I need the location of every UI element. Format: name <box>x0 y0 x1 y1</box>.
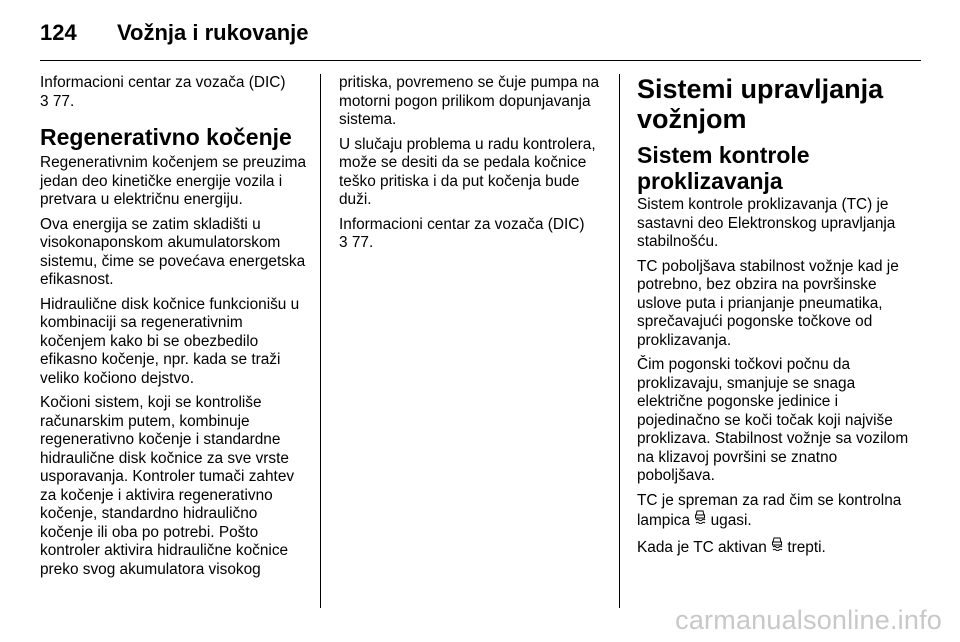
watermark[interactable]: carmanualsonline.info <box>675 605 942 635</box>
paragraph: TC poboljšava stabilnost vožnje kad je potrebno, bez obzira na površinske uslove puta i prianjanje pneumatika, sprečavajući pogonske točkove od proklizavanja. <box>637 257 899 349</box>
section-heading-driving-control-systems: Sistemi upravljanja vožnjom <box>637 74 884 134</box>
paragraph: Sistem kontrole proklizavanja (TC) je sastavni deo Elektronskog upravljanja stabilnošću. <box>637 196 896 250</box>
paragraph: Hidraulične disk kočnice funkcionišu u kombinaciji sa regenerativnim kočenjem kako bi se obezbedilo efikasno kočenje, npr. kada se traži veliko kočiono dejstvo. <box>40 295 300 387</box>
paragraph: Ova energija se zatim skladišti u visokonaponskom akumulatorskom sistemu, čime se povećava energetska efikasnost. <box>40 215 306 288</box>
column-right <box>637 74 917 563</box>
text-run: TC je spreman za rad čim se kontrolna lampica <box>637 491 902 529</box>
reference-page[interactable]: 77. <box>351 234 374 251</box>
paragraph: Čim pogonski točkovi počnu da proklizavaju, smanjuje se snaga električne pogonske jedinice i pojedinačno se koči točak koji najviše proklizava. Stabilnost vožnje sa vozilom na klizavoj površini se znatno poboljšava. <box>637 356 909 484</box>
paragraph <box>637 537 917 558</box>
paragraph: U slučaju problema u radu kontrolera, može se desiti da se pedala kočnice teško pritiska i da put kočenja bude duži. <box>339 135 596 208</box>
traction-control-lamp-icon <box>771 537 783 557</box>
paragraph: Kočioni sistem, koji se kontroliše računarskim putem, kombinuje regenerativno kočenje i standardne hidraulične disk kočnice za sve vrste usporavanja. Kontroler tumači zahtev za kočenje i aktivira regenerativno kočenje, standardno hidraulično kočenje ili oba po potrebi. Pošto kontroler aktivira hidraulične kočnice preko svog akumulatora visokog <box>40 394 295 578</box>
page-header <box>40 20 920 50</box>
header-divider <box>40 60 921 61</box>
text-run: Kada je TC aktivan <box>637 538 767 556</box>
paragraph: pritiska, povremeno se čuje pumpa na motorni pogon prilikom dopunjavanja sistema. <box>339 74 600 128</box>
column-divider <box>619 74 620 608</box>
column-divider <box>320 74 321 608</box>
section-heading-regenerative-braking: Regenerativno kočenje <box>40 124 292 150</box>
subsection-heading-traction-control: Sistem kontrole proklizavanja <box>637 142 810 194</box>
column-left <box>40 74 310 585</box>
reference-page[interactable]: 77. <box>52 92 75 110</box>
reference-text: Informacioni centar za vozača (DIC) <box>40 74 286 91</box>
page-number: 124 <box>40 20 77 45</box>
column-middle <box>339 74 609 259</box>
reference-text: Informacioni centar za vozača (DIC) <box>339 215 585 233</box>
reference-arrow-icon: 3 <box>339 234 348 251</box>
cross-reference <box>40 74 310 111</box>
reference-arrow-icon: 3 <box>40 92 49 110</box>
text-run: ugasi. <box>710 512 752 529</box>
text-run: trepti. <box>787 538 826 556</box>
traction-control-lamp-icon <box>694 510 706 530</box>
paragraph: Regenerativnim kočenjem se preuzima jedan deo kinetičke energije vozila i pretvara u električnu energiju. <box>40 154 307 208</box>
cross-reference <box>339 216 609 253</box>
paragraph <box>637 492 917 531</box>
chapter-title: Vožnja i rukovanje <box>117 20 309 45</box>
